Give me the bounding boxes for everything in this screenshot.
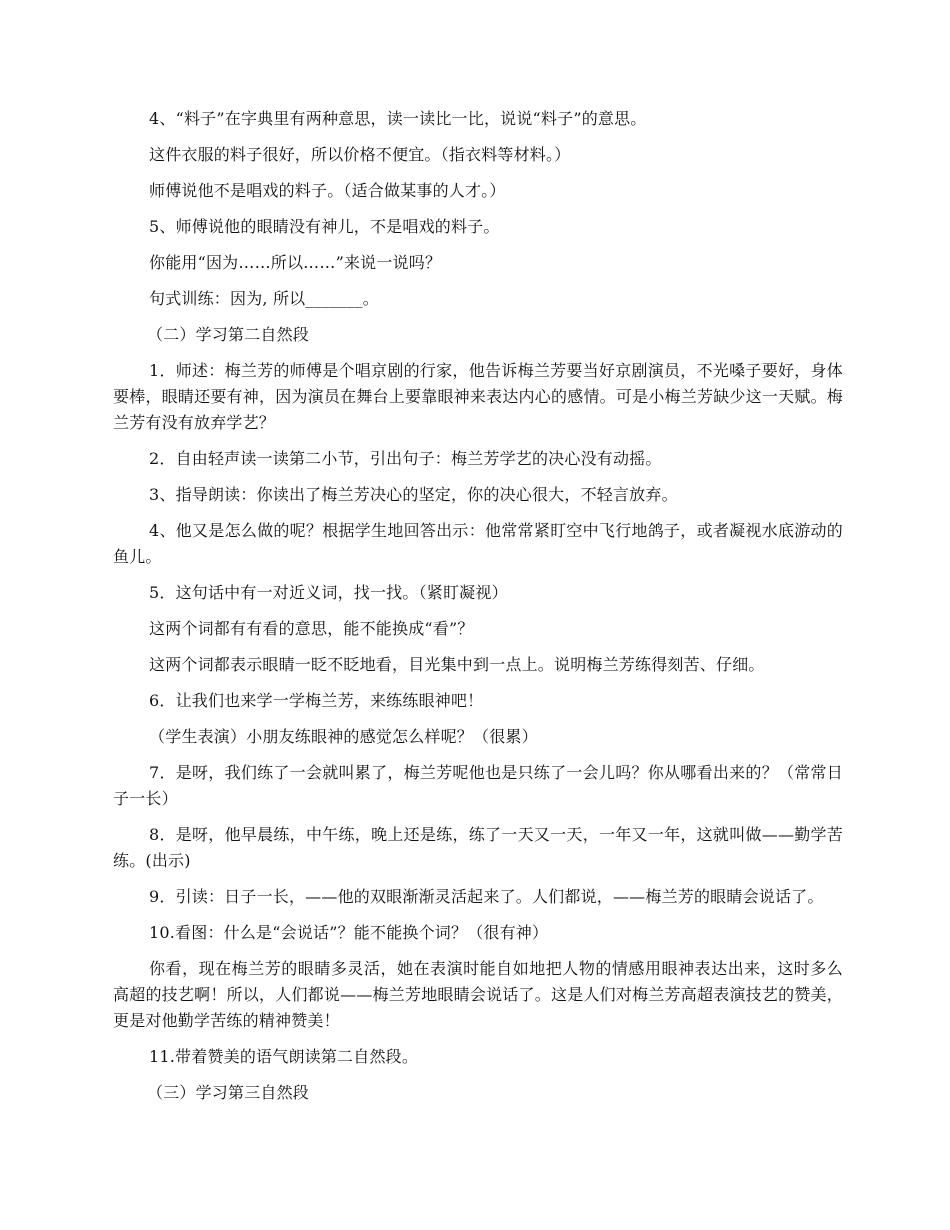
section-heading: （三）学习第三自然段 <box>147 1083 310 1102</box>
paragraph: 这两个词都有有看的意思，能不能换成“看”？ <box>149 619 474 638</box>
paragraph: （学生表演）小朋友练眼神的感觉怎么样呢？（很累） <box>149 727 538 746</box>
paragraph: 7．是呀，我们练了一会就叫累了，梅兰芳呢他也是只练了一会儿吗？你从哪看出来的？（常常日子一长） <box>113 763 843 808</box>
paragraph: 6．让我们也来学一学梅兰芳，来练练眼神吧！ <box>149 691 484 710</box>
paragraph: 5．这句话中有一对近义词，找一找。（紧盯凝视） <box>149 583 508 602</box>
paragraph: 1．师述：梅兰芳的师傅是个唱京剧的行家，他告诉梅兰芳要当好京剧演员，不光嗓子要好，身体要棒，眼睛还要有神，因为演员在舞台上要靠眼神来表达内心的感情。可是小梅兰芳缺少这一天赋。梅兰芳有没有放弃学艺？ <box>113 361 843 432</box>
paragraph: 9．引读：日子一长，——他的双眼渐渐灵活起来了。人们都说，——梅兰芳的眼睛会说话了。 <box>149 887 824 906</box>
paragraph: 师傅说他不是唱戏的料子。（适合做某事的人才。） <box>149 181 506 200</box>
paragraph: 句式训练：因为, 所以_______。 <box>149 289 379 308</box>
paragraph: 4、他又是怎么做的呢？根据学生地回答出示：他常常紧盯空中飞行地鸽子，或者凝视水底游动的鱼儿。 <box>113 521 843 566</box>
paragraph: 11.带着赞美的语气朗读第二自然段。 <box>149 1047 419 1066</box>
paragraph: 10.看图：什么是“会说话”？能不能换个词？（很有神） <box>149 923 549 942</box>
paragraph: 3、指导朗读：你读出了梅兰芳决心的坚定，你的决心很大，不轻言放弃。 <box>149 485 678 504</box>
paragraph: 这两个词都表示眼睛一眨不眨地看，目光集中到一点上。说明梅兰芳练得刻苦、仔细。 <box>149 655 765 674</box>
paragraph: 5、师傅说他的眼睛没有神儿，不是唱戏的料子。 <box>149 217 500 236</box>
paragraph: 你能用“因为……所以……”来说一说吗？ <box>149 253 442 272</box>
section-heading: （二）学习第二自然段 <box>147 325 310 344</box>
paragraph: 这件衣服的料子很好，所以价格不便宜。（指衣料等材料。） <box>149 145 571 164</box>
paragraph: 8．是呀，他早晨练，中午练，晚上还是练，练了一天又一天，一年又一年，这就叫做——勤学苦练。(出示) <box>113 825 843 870</box>
document-page <box>113 106 843 1116</box>
paragraph: 4、“料子”在字典里有两种意思，读一读比一比，说说“料子”的意思。 <box>149 109 647 128</box>
paragraph: 2．自由轻声读一读第二小节，引出句子：梅兰芳学艺的决心没有动摇。 <box>149 449 662 468</box>
paragraph: 你看，现在梅兰芳的眼睛多灵活，她在表演时能自如地把人物的情感用眼神表达出来，这时多么高超的技艺啊！所以，人们都说——梅兰芳地眼睛会说话了。这是人们对梅兰芳高超表演技艺的赞美，更是对他勤学苦练的精神赞美！ <box>113 959 843 1030</box>
